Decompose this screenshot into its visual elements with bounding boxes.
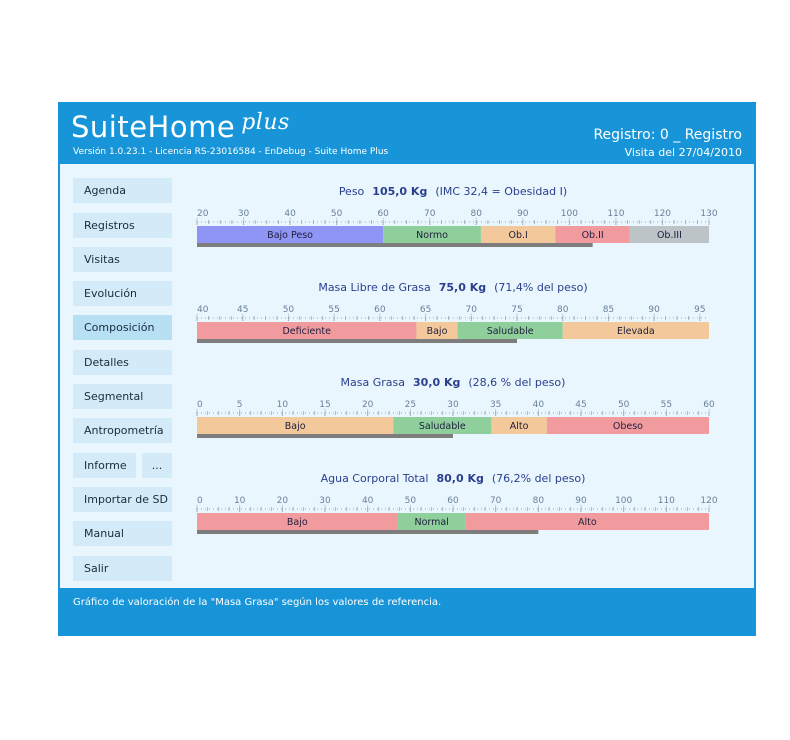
range-band-label: Elevada — [616, 326, 655, 337]
nav-segmental-button[interactable]: Segmental — [73, 384, 172, 409]
axis-tick-label: 35 — [489, 400, 502, 410]
axis-tick-label: 70 — [465, 305, 478, 315]
axis-tick-label: 50 — [404, 496, 417, 506]
status-bar-text: Gráfico de valoración de la "Masa Grasa" según los valores de referencia. — [73, 597, 442, 608]
main-content — [60, 164, 754, 588]
axis-tick-label: 45 — [236, 305, 249, 315]
axis-tick-label: 30 — [447, 400, 459, 410]
range-band-label: Bajo Peso — [267, 230, 313, 241]
chart-title — [339, 185, 567, 198]
axis-tick-label: 120 — [653, 209, 672, 219]
chart-title-note: (76,2% del peso) — [491, 472, 586, 485]
axis-tick-label: 60 — [374, 305, 386, 315]
range-band-label: Normo — [416, 230, 448, 241]
axis-tick-label: 10 — [276, 400, 289, 410]
app-header — [58, 102, 756, 164]
version-info: Versión 1.0.23.1 - Licencia RS-23016584 - EnDebug - Suite Home Plus — [73, 147, 389, 157]
value-bar — [197, 434, 453, 438]
range-band-label: Bajo — [426, 326, 448, 337]
range-band-label: Alto — [509, 421, 529, 432]
chart-title — [321, 472, 586, 485]
value-bar — [197, 530, 538, 534]
axis-tick-label: 85 — [602, 305, 615, 315]
brand-name: SuiteHome — [71, 110, 236, 144]
value-bar — [197, 339, 517, 343]
axis-tick-label: 60 — [377, 209, 389, 219]
axis-tick-label: 20 — [276, 496, 289, 506]
axis-tick-label: 40 — [284, 209, 296, 219]
range-band-label: Deficiente — [282, 326, 331, 337]
axis-tick-label: 80 — [532, 496, 545, 506]
axis-tick-label: 55 — [660, 400, 673, 410]
axis-tick-label: 5 — [236, 400, 243, 410]
axis-tick-label: 45 — [575, 400, 587, 410]
range-band-label: Bajo — [284, 421, 306, 432]
axis-tick-label: 60 — [447, 496, 459, 506]
chart-title-note: (71,4% del peso) — [494, 281, 588, 294]
axis-tick-label: 130 — [700, 209, 718, 219]
brand-suffix: plus — [241, 110, 290, 135]
range-band-label: Ob.I — [508, 230, 528, 241]
range-band-label: Alto — [578, 517, 597, 528]
value-bar — [197, 243, 593, 247]
axis-tick-label: 25 — [404, 400, 417, 410]
axis-tick-label: 40 — [532, 400, 545, 410]
nav-informe-button[interactable]: Informe — [73, 453, 136, 478]
axis-tick-label: 10 — [233, 496, 246, 506]
axis-tick-label: 50 — [330, 209, 343, 219]
chart-title-value: 80,0 Kg — [436, 472, 484, 485]
chart-title-label: Masa Libre de Grasa — [318, 281, 431, 294]
app-logo — [71, 110, 290, 144]
axis-tick-label: 50 — [282, 305, 295, 315]
chart-title-label: Agua Corporal Total — [320, 472, 429, 485]
nav-detalles-button[interactable]: Detalles — [73, 350, 172, 375]
axis-tick-label: 110 — [657, 496, 675, 506]
axis-tick-label: 40 — [361, 496, 374, 506]
axis-tick-label: 90 — [575, 496, 587, 506]
axis-tick-label: 40 — [197, 305, 209, 315]
chart-title — [318, 281, 587, 294]
nav-importar-sd-button[interactable]: Importar de SD — [73, 487, 172, 512]
axis-tick-label: 95 — [694, 305, 706, 315]
nav-manual-button[interactable]: Manual — [73, 521, 172, 546]
axis-tick-label: 50 — [617, 400, 630, 410]
axis-tick-label: 30 — [237, 209, 250, 219]
chart-title-value: 75,0 Kg — [438, 281, 487, 294]
nav-registros-button[interactable]: Registros — [73, 213, 172, 238]
axis-tick-label: 70 — [489, 496, 502, 506]
axis-tick-label: 75 — [511, 305, 523, 315]
composition-charts — [197, 164, 718, 588]
app-window — [58, 102, 756, 636]
chart-title — [341, 376, 566, 389]
axis-tick-label: 80 — [470, 209, 482, 219]
nav-antropometria-button[interactable]: Antropometría — [73, 418, 172, 443]
visita-label: Visita del 27/04/2010 — [624, 146, 742, 159]
nav-composicion-button[interactable]: Composición — [73, 315, 172, 340]
range-band-label: Bajo — [286, 517, 308, 528]
range-band-label: Ob.II — [581, 230, 604, 241]
range-band-label: Saludable — [418, 421, 466, 432]
chart-title-label: Peso — [338, 185, 365, 198]
nav-visitas-button[interactable]: Visitas — [73, 247, 172, 272]
axis-tick-label: 100 — [560, 209, 578, 219]
nav-informe-more-button[interactable]: ... — [142, 453, 172, 478]
range-band-label: Obeso — [612, 421, 643, 432]
chart-title-note: (28,6 % del peso) — [468, 376, 566, 389]
axis-tick-label: 110 — [607, 209, 625, 219]
axis-tick-label: 15 — [319, 400, 331, 410]
chart-title-note: (IMC 32,4 = Obesidad I) — [435, 185, 568, 198]
nav-evolucion-button[interactable]: Evolución — [73, 281, 172, 306]
axis-tick-label: 60 — [703, 400, 715, 410]
chart-title-value: 105,0 Kg — [372, 185, 428, 198]
axis-tick-label: 0 — [197, 400, 203, 410]
axis-tick-label: 65 — [419, 305, 432, 315]
chart-title-label: Masa Grasa — [340, 376, 406, 389]
range-band-label: Normal — [414, 517, 449, 528]
axis-tick-label: 30 — [319, 496, 331, 506]
axis-tick-label: 20 — [197, 209, 209, 219]
registro-label: Registro: 0 _ Registro — [593, 127, 742, 143]
range-band-label: Ob.III — [656, 230, 682, 241]
range-band-label: Saludable — [486, 326, 534, 337]
axis-tick-label: 100 — [615, 496, 633, 506]
axis-tick-label: 120 — [700, 496, 718, 506]
axis-tick-label: 20 — [361, 400, 374, 410]
nav-salir-button[interactable]: Salir — [73, 556, 172, 581]
axis-tick-label: 80 — [556, 305, 569, 315]
axis-tick-label: 90 — [517, 209, 529, 219]
axis-tick-label: 0 — [197, 496, 203, 506]
axis-tick-label: 70 — [424, 209, 436, 219]
axis-tick-label: 55 — [328, 305, 340, 315]
nav-agenda-button[interactable]: Agenda — [73, 178, 172, 203]
axis-tick-label: 90 — [648, 305, 660, 315]
chart-title-value: 30,0 Kg — [413, 376, 461, 389]
composition-chart-svg — [197, 164, 718, 588]
